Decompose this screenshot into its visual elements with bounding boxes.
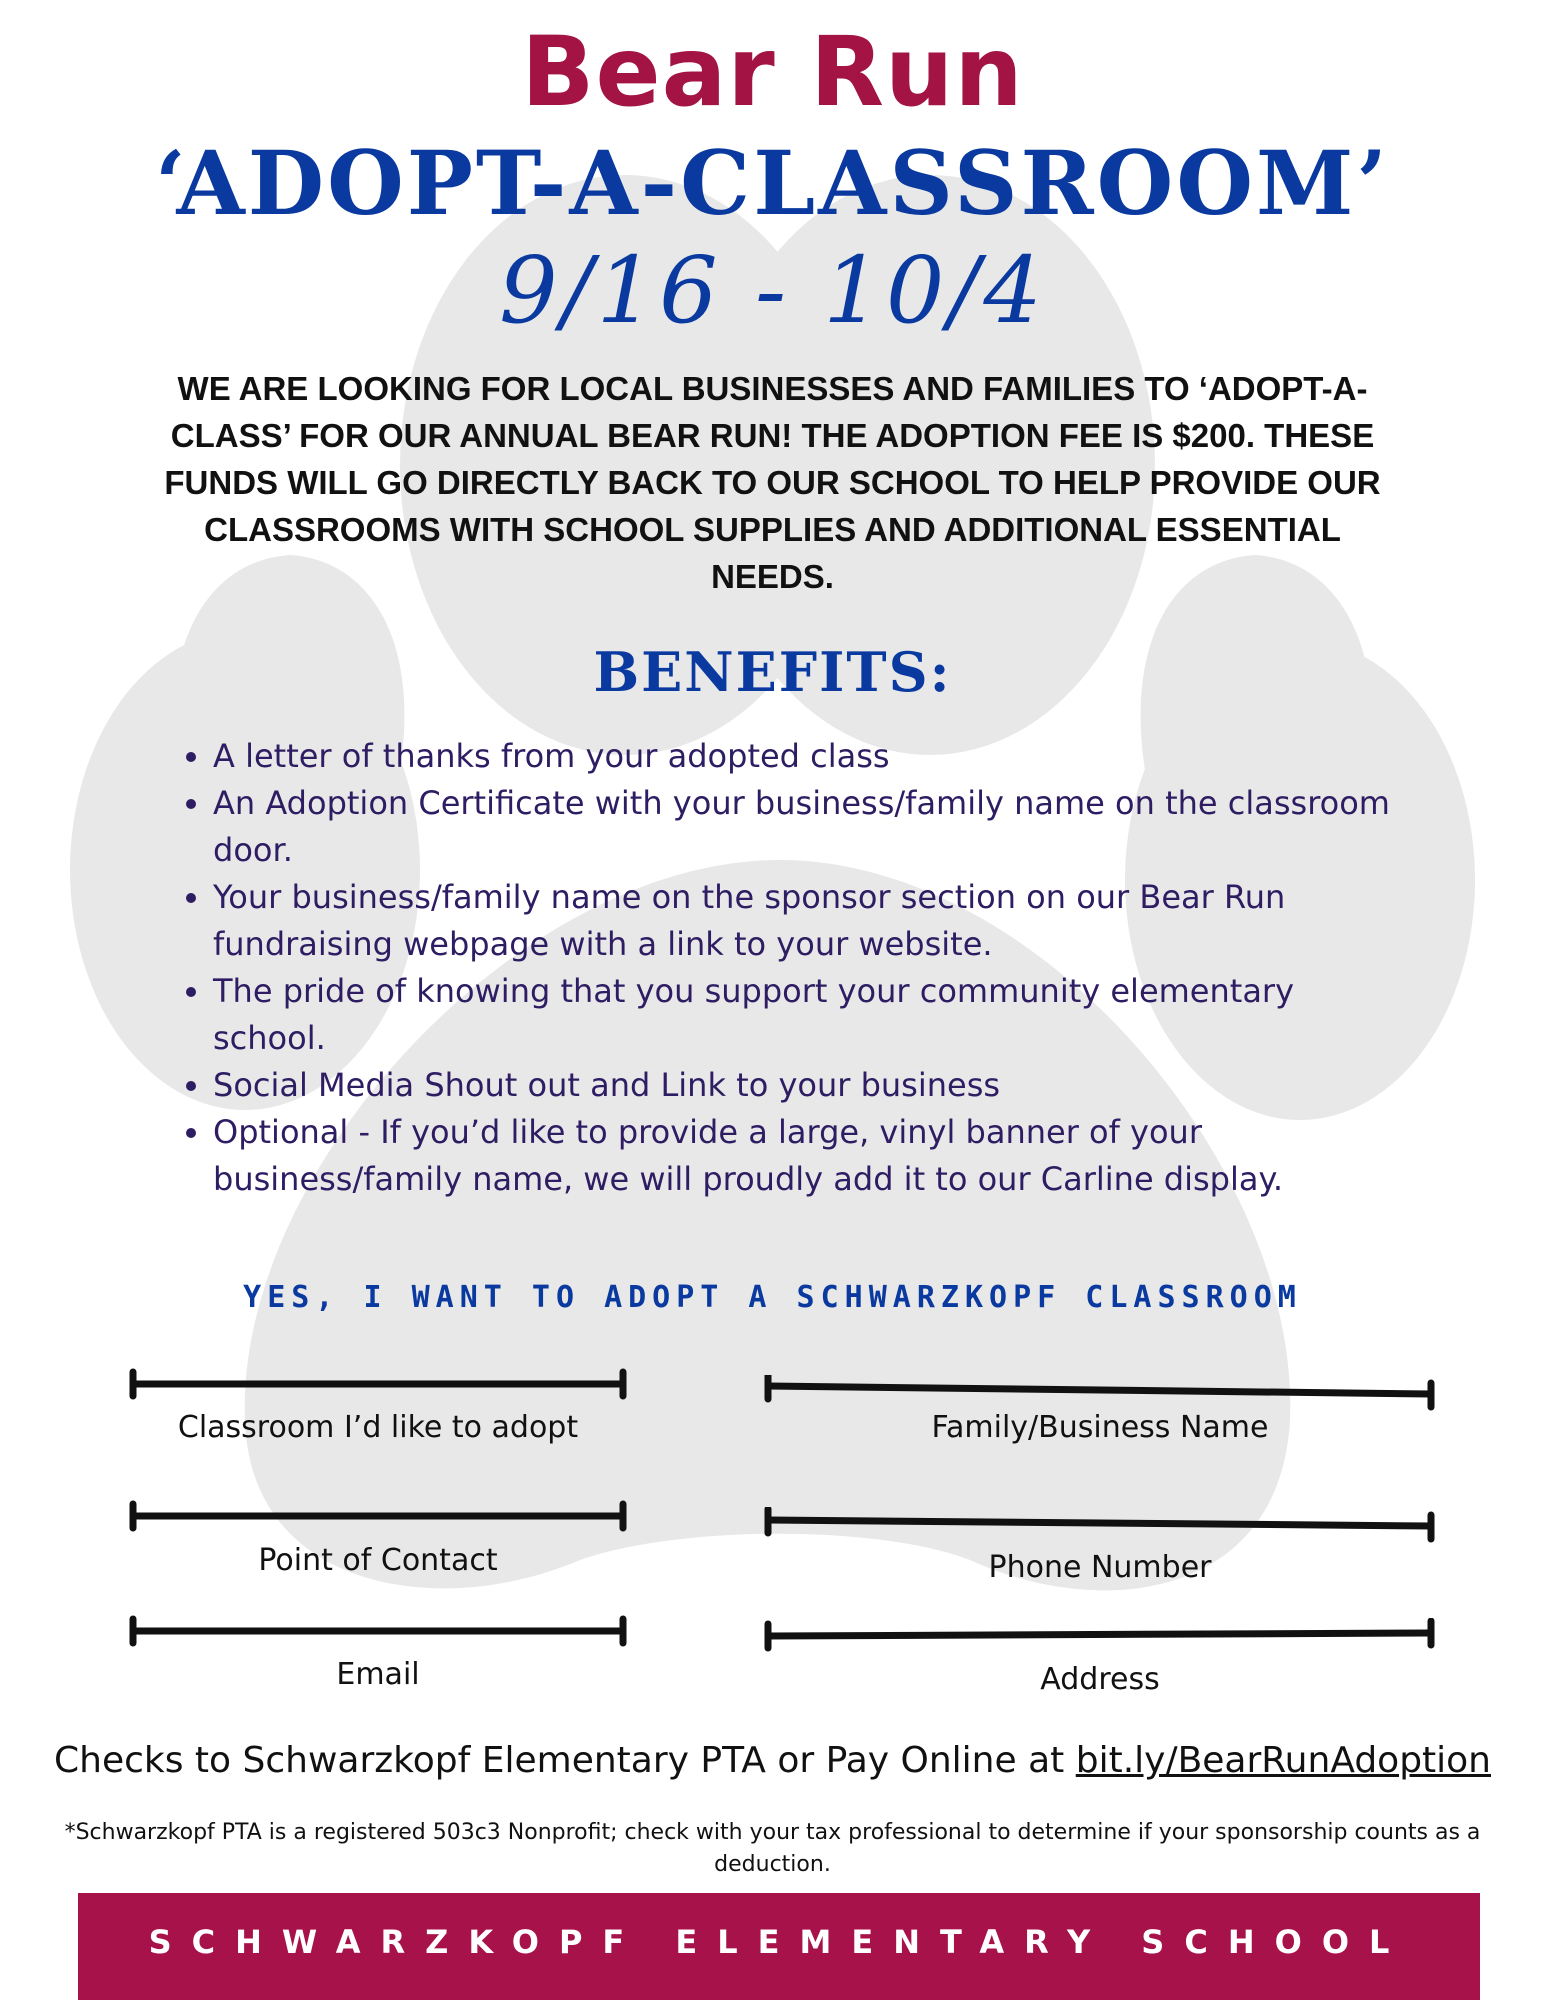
school-name: SCHWARZKOPF ELEMENTARY SCHOOL [148,1923,1410,1961]
email-field-line[interactable] [128,1615,628,1647]
family-business-field-line[interactable] [763,1375,1437,1415]
family-business-field-label: Family/Business Name [931,1410,1269,1445]
event-title: Bear Run [521,16,1024,128]
address-field-line[interactable] [763,1618,1437,1658]
benefit-item: • The pride of knowing that you support your community elementary school. [213,968,1413,1062]
benefit-item: • Optional - If you’d like to provide a large, vinyl banner of your business/family name, we will proudly add it to our Carline display. [213,1109,1413,1203]
address-field-label: Address [1040,1662,1160,1697]
phone-field-label: Phone Number [988,1550,1212,1585]
benefit-item: • An Adoption Certificate with your business/family name on the classroom door. [213,780,1413,874]
benefit-item: • A letter of thanks from your adopted class [213,733,1413,780]
benefit-item: • Your business/family name on the sponsor section on our Bear Run fundraising webpage with a link to your website. [213,874,1413,968]
payment-text: Checks to Schwarzkopf Elementary PTA or Pay Online at [53,1740,1065,1781]
payment-instructions [0,1740,1545,1781]
benefits-heading: BENEFITS: [593,640,952,704]
point-of-contact-field-label: Point of Contact [258,1543,498,1578]
classroom-field-line[interactable] [128,1368,628,1400]
phone-field-line[interactable] [763,1507,1437,1547]
intro-paragraph: WE ARE LOOKING FOR LOCAL BUSINESSES AND FAMILIES TO ‘ADOPT-A-CLASS’ FOR OUR ANNUAL BEAR RUN! THE ADOPTION FEE IS $200. THESE FUNDS WILL GO DIRECTLY BACK TO OUR SCHOOL TO HELP PROVIDE OUR CLASSROOMS WITH SCHOOL SUPPLIES AND ADDITIONAL ESSENTIAL NEEDS. [164,370,1381,595]
event-dates: 9/16 - 10/4 [499,237,1046,344]
benefits-list [170,733,1413,1203]
footer-banner [78,1893,1480,2000]
point-of-contact-field-line[interactable] [128,1500,628,1532]
program-title: ‘ADOPT-A-CLASSROOM’ [154,131,1391,235]
benefit-item: • Social Media Shout out and Link to your business [213,1062,1413,1109]
email-field-label: Email [336,1657,420,1692]
adopt-form-heading: YES, I WANT TO ADOPT A SCHWARZKOPF CLASSROOM [243,1280,1302,1315]
payment-link[interactable]: bit.ly/BearRunAdoption [1075,1740,1491,1781]
tax-note: *Schwarzkopf PTA is a registered 503c3 Nonprofit; check with your tax professional to determine if your sponsorship counts as a deduction. [64,1820,1481,1877]
classroom-field-label: Classroom I’d like to adopt [177,1410,579,1445]
